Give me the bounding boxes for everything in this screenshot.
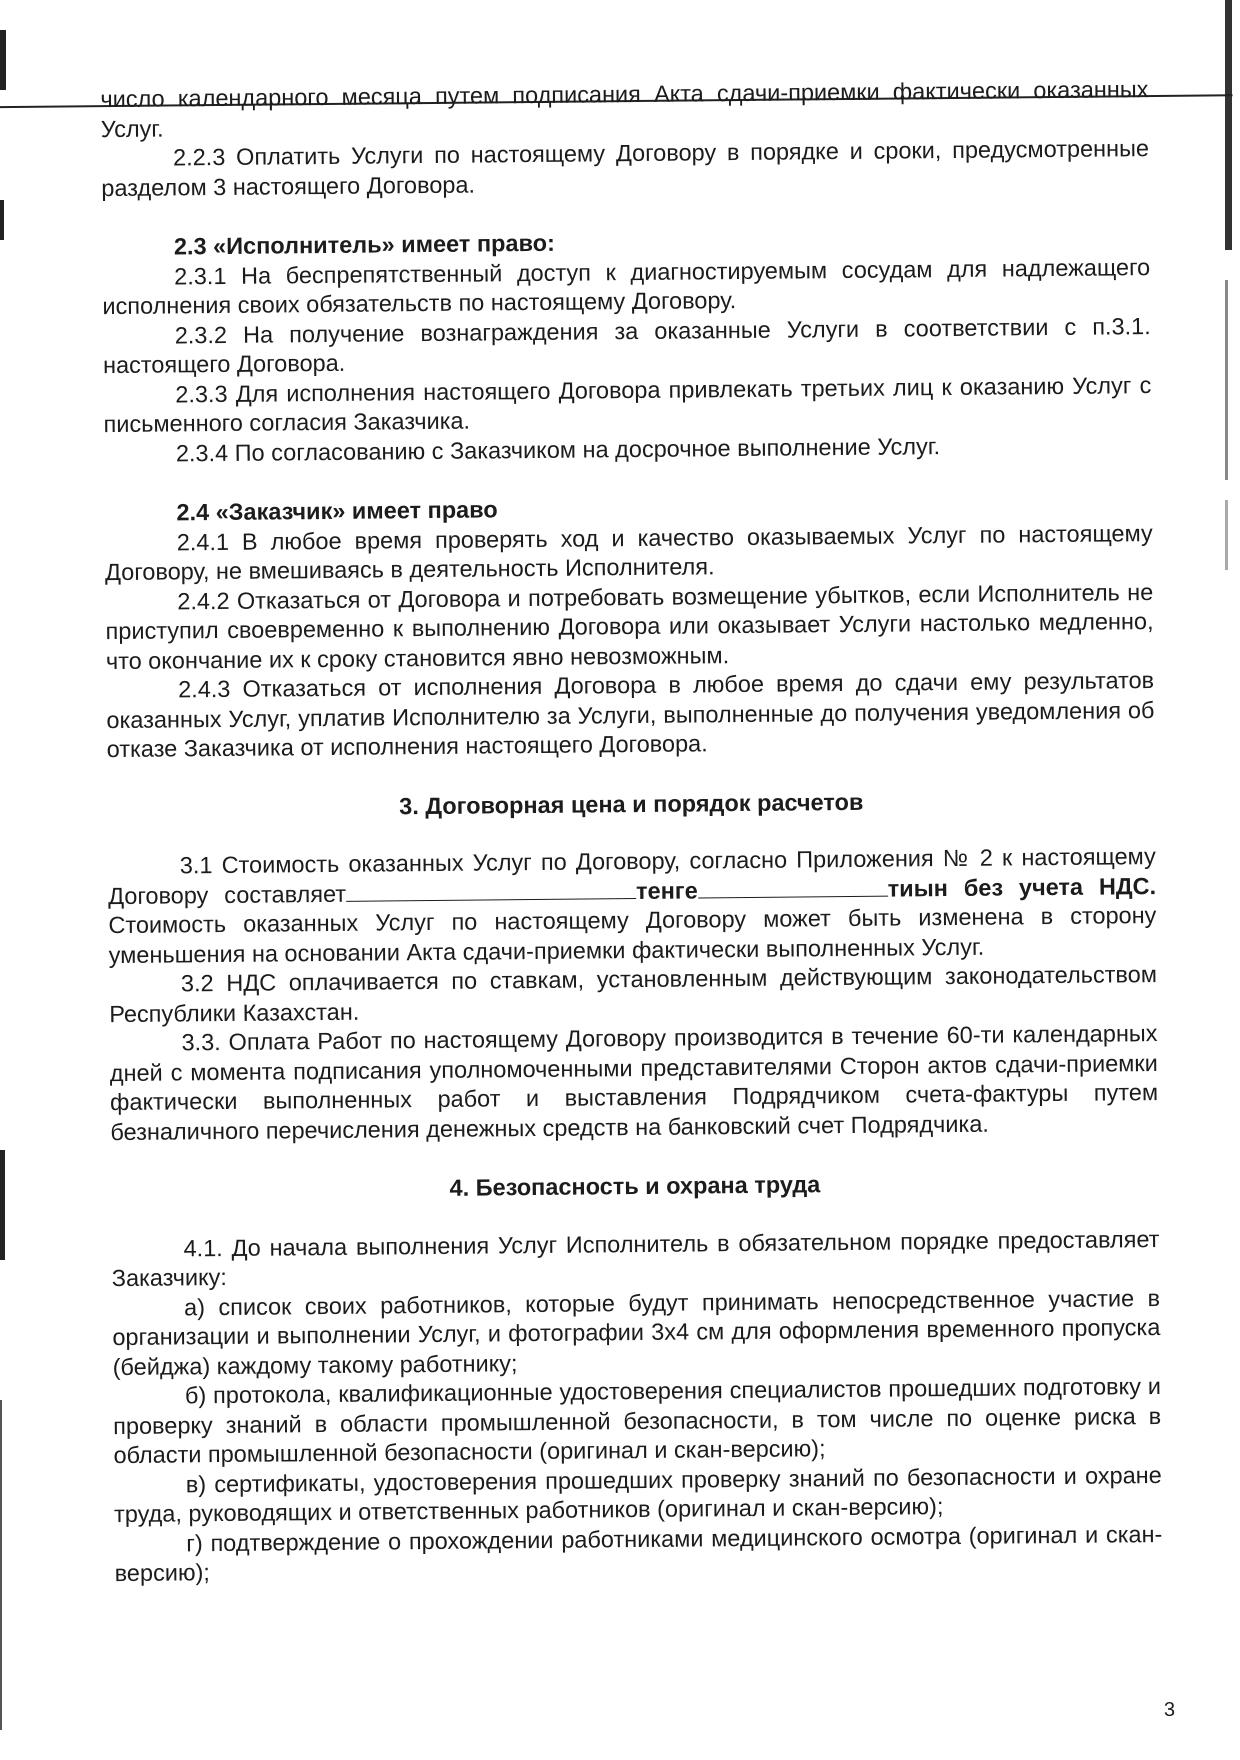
tiyn-label: тиын: [887, 874, 949, 902]
paragraph-4-1-a: а) список своих работников, которые будут принимать непосредственное участие в организации и выполнении Услуг, и фотографии 3х4 см для оформления временного пропуска (бейджа) каждому такому работнику;: [112, 1284, 1161, 1380]
paragraph-3-1-rest: Стоимость оказанных Услуг по настоящему Договору может быть изменена в сторону уменьшения на основании Акта сдачи-приемки фактически выполненных Услуг.: [108, 902, 1157, 968]
paragraph-3-1-text: 3.1 Стоимость оказанных Услуг по Договору, согласно Приложения № 2 к настоящему Договору составляет: [108, 843, 1156, 909]
section-4-title: 4. Безопасность и охрана труда: [449, 1171, 821, 1201]
paragraph-3-1: [108, 842, 1157, 970]
paragraph-4-1-g: г) подтверждение о прохождении работниками медицинского осмотра (оригинал и скан-версию);: [114, 1520, 1163, 1587]
paragraph-3-3: 3.3. Оплата Работ по настоящему Договору производится в течение 60-ти календарных дней с момента подписания уполномоченными представителями Сторон актов сдачи-приемки фактически выполненных работ и выставления Подрядчиком счета-фактуры путем безналичного перечисления денежных средств на банковский счет Подрядчика.: [109, 1020, 1159, 1145]
page-number: 3: [1163, 1698, 1176, 1722]
paragraph-3-2: 3.2 НДС оплачивается по ставкам, установленным действующим законодательством Республики Казахстан.: [109, 961, 1158, 1027]
paragraph-2-4-2: 2.4.2 Отказаться от Договора и потребовать возмещение убытков, если Исполнитель не приступил своевременно к выполнению Договора или оказывает Услуги настолько медленно, что окончание их к сроку становится явно невозможным.: [105, 578, 1154, 674]
heading-2-3: 2.3 «Исполнитель» имеет право:: [173, 229, 555, 260]
heading-2-4: 2.4 «Заказчик» имеет право: [176, 496, 498, 526]
paragraph-4-1-b: б) протокола, квалификационные удостоверения специалистов прошедших подготовку и проверку знаний в области промышленной безопасности, в том числе по оценке риска в области промышленной безопасности (оригинал и скан-версию);: [113, 1373, 1162, 1469]
section-3-title: 3. Договорная цена и порядок расчетов: [399, 788, 864, 819]
price-tenge-blank: [346, 878, 636, 902]
paragraph-2-3-2: 2.3.2 На получение вознаграждения за оказанные Услуги в соответствии с п.3.1. настоящего Договора.: [102, 312, 1151, 379]
paragraph-4-1: 4.1. До начала выполнения Услуг Исполнитель в обязательном порядке предоставляет Заказчику:: [111, 1225, 1160, 1292]
paragraph-2-2-3: 2.2.3 Оплатить Услуги по настоящему Договору в порядке и сроки, предусмотренные разделом 3 настоящего Договора.: [101, 135, 1150, 201]
scan-artifact-left-4: [0, 1400, 2, 1730]
paragraph-2-3-3: 2.3.3 Для исполнения настоящего Договора привлекать третьих лиц к оказанию Услуг с письменного согласия Заказчика.: [103, 371, 1152, 438]
paragraph-2-4-1: 2.4.1 В любое время проверять ход и качество оказываемых Услуг по настоящему Договору, не вмешиваясь в деятельность Исполнителя.: [104, 519, 1153, 586]
paragraph-2-3-4: 2.3.4 По согласованию с Заказчиком на досрочное выполнение Услуг.: [175, 432, 941, 466]
paragraph-4-1-v: в) сертификаты, удостоверения прошедших проверку знаний по безопасности и охране труда, руководящих и ответственных работников (оригинал и скан-версию);: [113, 1461, 1162, 1528]
no-vat-label: без учета НДС.: [963, 872, 1157, 901]
paragraph-intro-tail: число календарного месяца путем подписания Акта сдачи-приемки фактически оказанных Услуг.: [100, 76, 1149, 142]
paragraph-2-3-1: 2.3.1 На беспрепятственный доступ к диагностируемым сосудам для надлежащего исполнения своих обязательств по настоящему Договору.: [102, 253, 1151, 320]
paragraph-2-4-3: 2.4.3 Отказаться от исполнения Договора в любое время до сдачи ему результатов оказанных Услуг, уплатив Исполнителю за Услуги, выполненные до получения уведомления об отказе Заказчика от исполнения настоящего Договора.: [106, 667, 1155, 763]
price-tiyn-blank: [698, 875, 888, 898]
tenge-label: тенге: [635, 876, 698, 904]
document-body: [100, 75, 1162, 1588]
